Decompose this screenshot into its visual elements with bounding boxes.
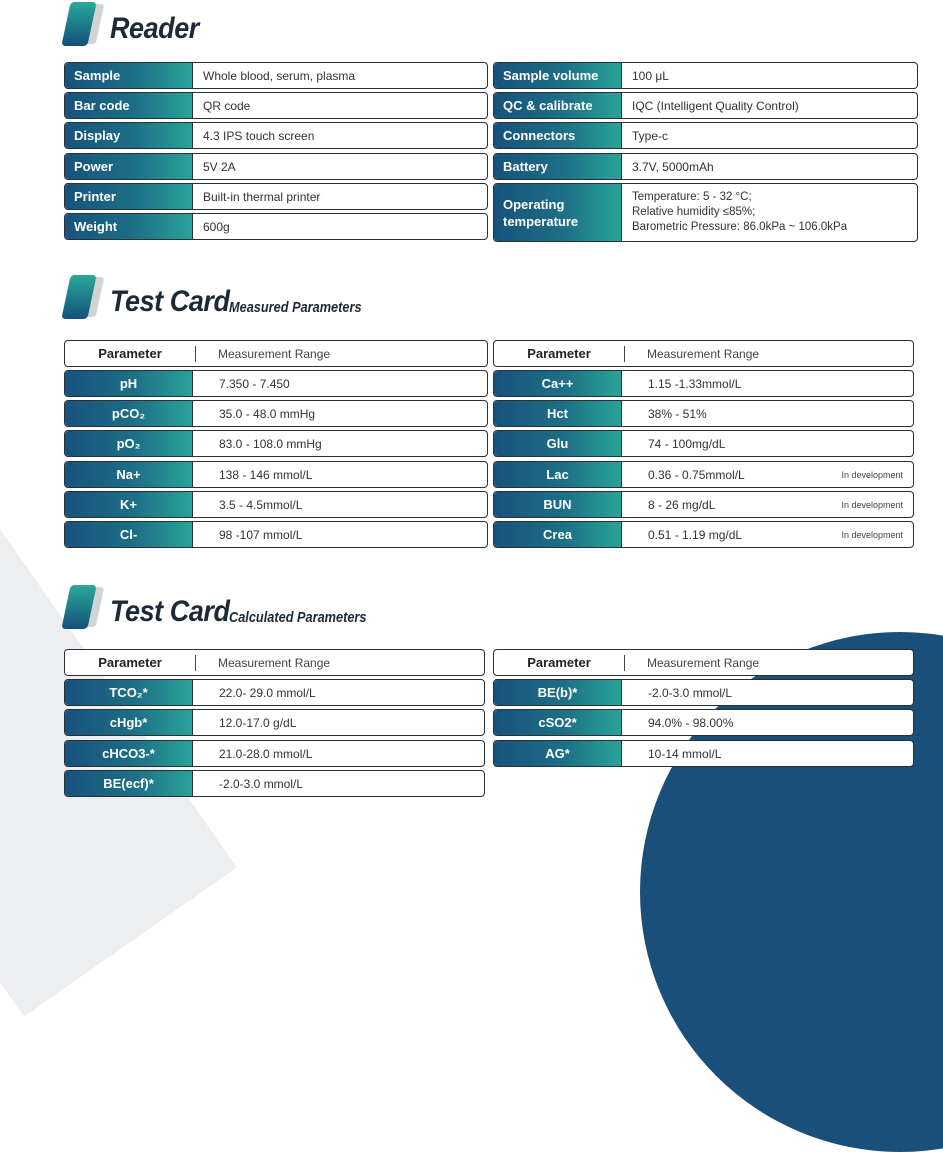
param-range: 3.5 - 4.5mmol/L bbox=[219, 497, 303, 512]
param-range: 21.0-28.0 mmol/L bbox=[219, 746, 313, 761]
param-range: 98 -107 mmol/L bbox=[219, 527, 303, 542]
param-label: Hct bbox=[494, 401, 622, 426]
measured-title: Test Card bbox=[110, 285, 230, 318]
param-row bbox=[493, 400, 914, 427]
spec-value: 4.3 IPS touch screen bbox=[203, 128, 315, 143]
calculated-title: Test Card bbox=[110, 595, 230, 628]
param-row bbox=[493, 430, 914, 457]
header-parameter: Parameter bbox=[65, 346, 196, 362]
reader-title: Reader bbox=[110, 12, 199, 45]
header-range: Measurement Range bbox=[647, 346, 760, 361]
param-label: Ca++ bbox=[494, 371, 622, 396]
param-row bbox=[64, 370, 488, 397]
param-range: 7.350 - 7.450 bbox=[219, 376, 290, 391]
param-range: 22.0- 29.0 mmol/L bbox=[219, 685, 316, 700]
param-range: 12.0-17.0 g/dL bbox=[219, 715, 297, 730]
param-label: Cl- bbox=[65, 522, 193, 547]
brand-mark-icon bbox=[60, 585, 100, 629]
development-note: In development bbox=[841, 529, 903, 540]
param-row bbox=[493, 370, 914, 397]
spec-value: 600g bbox=[203, 219, 230, 234]
brand-mark-icon bbox=[60, 275, 100, 319]
measured-subtitle: Measured Parameters bbox=[228, 299, 362, 316]
param-row bbox=[493, 461, 914, 488]
param-range: -2.0-3.0 mmol/L bbox=[648, 685, 733, 700]
spec-row-operating bbox=[493, 183, 918, 242]
header-parameter: Parameter bbox=[494, 346, 625, 362]
header-range: Measurement Range bbox=[647, 655, 760, 670]
spec-label: Display bbox=[65, 123, 193, 148]
param-range: 138 - 146 mmol/L bbox=[219, 467, 313, 482]
param-label: cSO2* bbox=[494, 710, 622, 735]
param-range: 83.0 - 108.0 mmHg bbox=[219, 436, 322, 451]
param-label: cHgb* bbox=[65, 710, 193, 735]
param-range: 1.15 -1.33mmol/L bbox=[648, 376, 742, 391]
param-label: pCO₂ bbox=[65, 401, 193, 426]
spec-row bbox=[64, 213, 488, 240]
param-row bbox=[64, 461, 488, 488]
param-range: 0.36 - 0.75mmol/L bbox=[648, 467, 745, 482]
param-row bbox=[64, 491, 488, 518]
spec-label: Sample bbox=[65, 63, 193, 88]
spec-label-line: temperature bbox=[503, 213, 579, 229]
spec-label: Printer bbox=[65, 184, 193, 209]
spec-label bbox=[494, 184, 622, 241]
param-row bbox=[493, 679, 914, 706]
spec-value: QR code bbox=[203, 98, 251, 113]
spec-row bbox=[64, 62, 488, 89]
spec-value: 100 μL bbox=[632, 68, 669, 83]
param-row bbox=[493, 521, 914, 548]
calculated-subtitle: Calculated Parameters bbox=[228, 609, 367, 626]
header-range: Measurement Range bbox=[218, 346, 331, 361]
param-label: TCO₂* bbox=[65, 680, 193, 705]
param-label: Na+ bbox=[65, 462, 193, 487]
param-label: BUN bbox=[494, 492, 622, 517]
spec-row bbox=[493, 92, 918, 119]
table-header bbox=[493, 340, 914, 367]
param-label: BE(b)* bbox=[494, 680, 622, 705]
spec-value: 3.7V, 5000mAh bbox=[632, 159, 714, 174]
spec-row bbox=[493, 62, 918, 89]
spec-value-line: Temperature: 5 - 32 °C; bbox=[632, 191, 752, 203]
table-header bbox=[493, 649, 914, 676]
brand-mark-icon bbox=[60, 2, 100, 46]
spec-label-line: Operating bbox=[503, 196, 565, 212]
param-range: 10-14 mmol/L bbox=[648, 746, 722, 761]
param-row bbox=[64, 400, 488, 427]
header-range: Measurement Range bbox=[218, 655, 331, 670]
spec-value: IQC (Intelligent Quality Control) bbox=[632, 98, 799, 113]
table-header bbox=[64, 649, 485, 676]
param-range: 35.0 - 48.0 mmHg bbox=[219, 406, 316, 421]
param-range: 74 - 100mg/dL bbox=[648, 436, 726, 451]
param-range: 0.51 - 1.19 mg/dL bbox=[648, 527, 743, 542]
param-label: BE(ecf)* bbox=[65, 771, 193, 796]
param-label: K+ bbox=[65, 492, 193, 517]
spec-row bbox=[64, 122, 488, 149]
param-label: cHCO3-* bbox=[65, 741, 193, 766]
param-label: Crea bbox=[494, 522, 622, 547]
param-row bbox=[493, 491, 914, 518]
param-label: Lac bbox=[494, 462, 622, 487]
param-row bbox=[493, 709, 914, 736]
param-range: 94.0% - 98.00% bbox=[648, 715, 734, 730]
header-parameter: Parameter bbox=[494, 655, 625, 671]
spec-row bbox=[64, 92, 488, 119]
measured-heading bbox=[60, 275, 385, 319]
param-row bbox=[64, 740, 485, 767]
param-range: 8 - 26 mg/dL bbox=[648, 497, 716, 512]
spec-value: Whole blood, serum, plasma bbox=[203, 68, 356, 83]
spec-label: Bar code bbox=[65, 93, 193, 118]
development-note: In development bbox=[841, 499, 903, 510]
spec-value: Type-c bbox=[632, 128, 669, 143]
param-row bbox=[493, 740, 914, 767]
reader-heading bbox=[60, 2, 209, 46]
spec-row bbox=[64, 153, 488, 180]
param-row bbox=[64, 521, 488, 548]
spec-row bbox=[64, 183, 488, 210]
calculated-heading bbox=[60, 585, 391, 629]
spec-label: Power bbox=[65, 154, 193, 179]
param-label: pO₂ bbox=[65, 431, 193, 456]
param-label: Glu bbox=[494, 431, 622, 456]
spec-label: Battery bbox=[494, 154, 622, 179]
spec-row bbox=[493, 122, 918, 149]
header-parameter: Parameter bbox=[65, 655, 196, 671]
param-range: 38% - 51% bbox=[648, 406, 707, 421]
table-header bbox=[64, 340, 488, 367]
param-row bbox=[64, 679, 485, 706]
spec-value-line: Barometric Pressure: 86.0kPa ~ 106.0kPa bbox=[632, 221, 848, 233]
spec-label: Connectors bbox=[494, 123, 622, 148]
spec-value-line: Relative humidity ≤85%; bbox=[632, 206, 756, 218]
param-row bbox=[64, 430, 488, 457]
spec-label: Weight bbox=[65, 214, 193, 239]
spec-value: 5V 2A bbox=[203, 159, 236, 174]
development-note: In development bbox=[841, 469, 903, 480]
spec-value bbox=[622, 184, 847, 241]
spec-value: Built-in thermal printer bbox=[203, 189, 321, 204]
param-row bbox=[64, 770, 485, 797]
spec-label: Sample volume bbox=[494, 63, 622, 88]
spec-row bbox=[493, 153, 918, 180]
param-range: -2.0-3.0 mmol/L bbox=[219, 776, 304, 791]
param-label: pH bbox=[65, 371, 193, 396]
param-row bbox=[64, 709, 485, 736]
param-label: AG* bbox=[494, 741, 622, 766]
spec-label: QC & calibrate bbox=[494, 93, 622, 118]
